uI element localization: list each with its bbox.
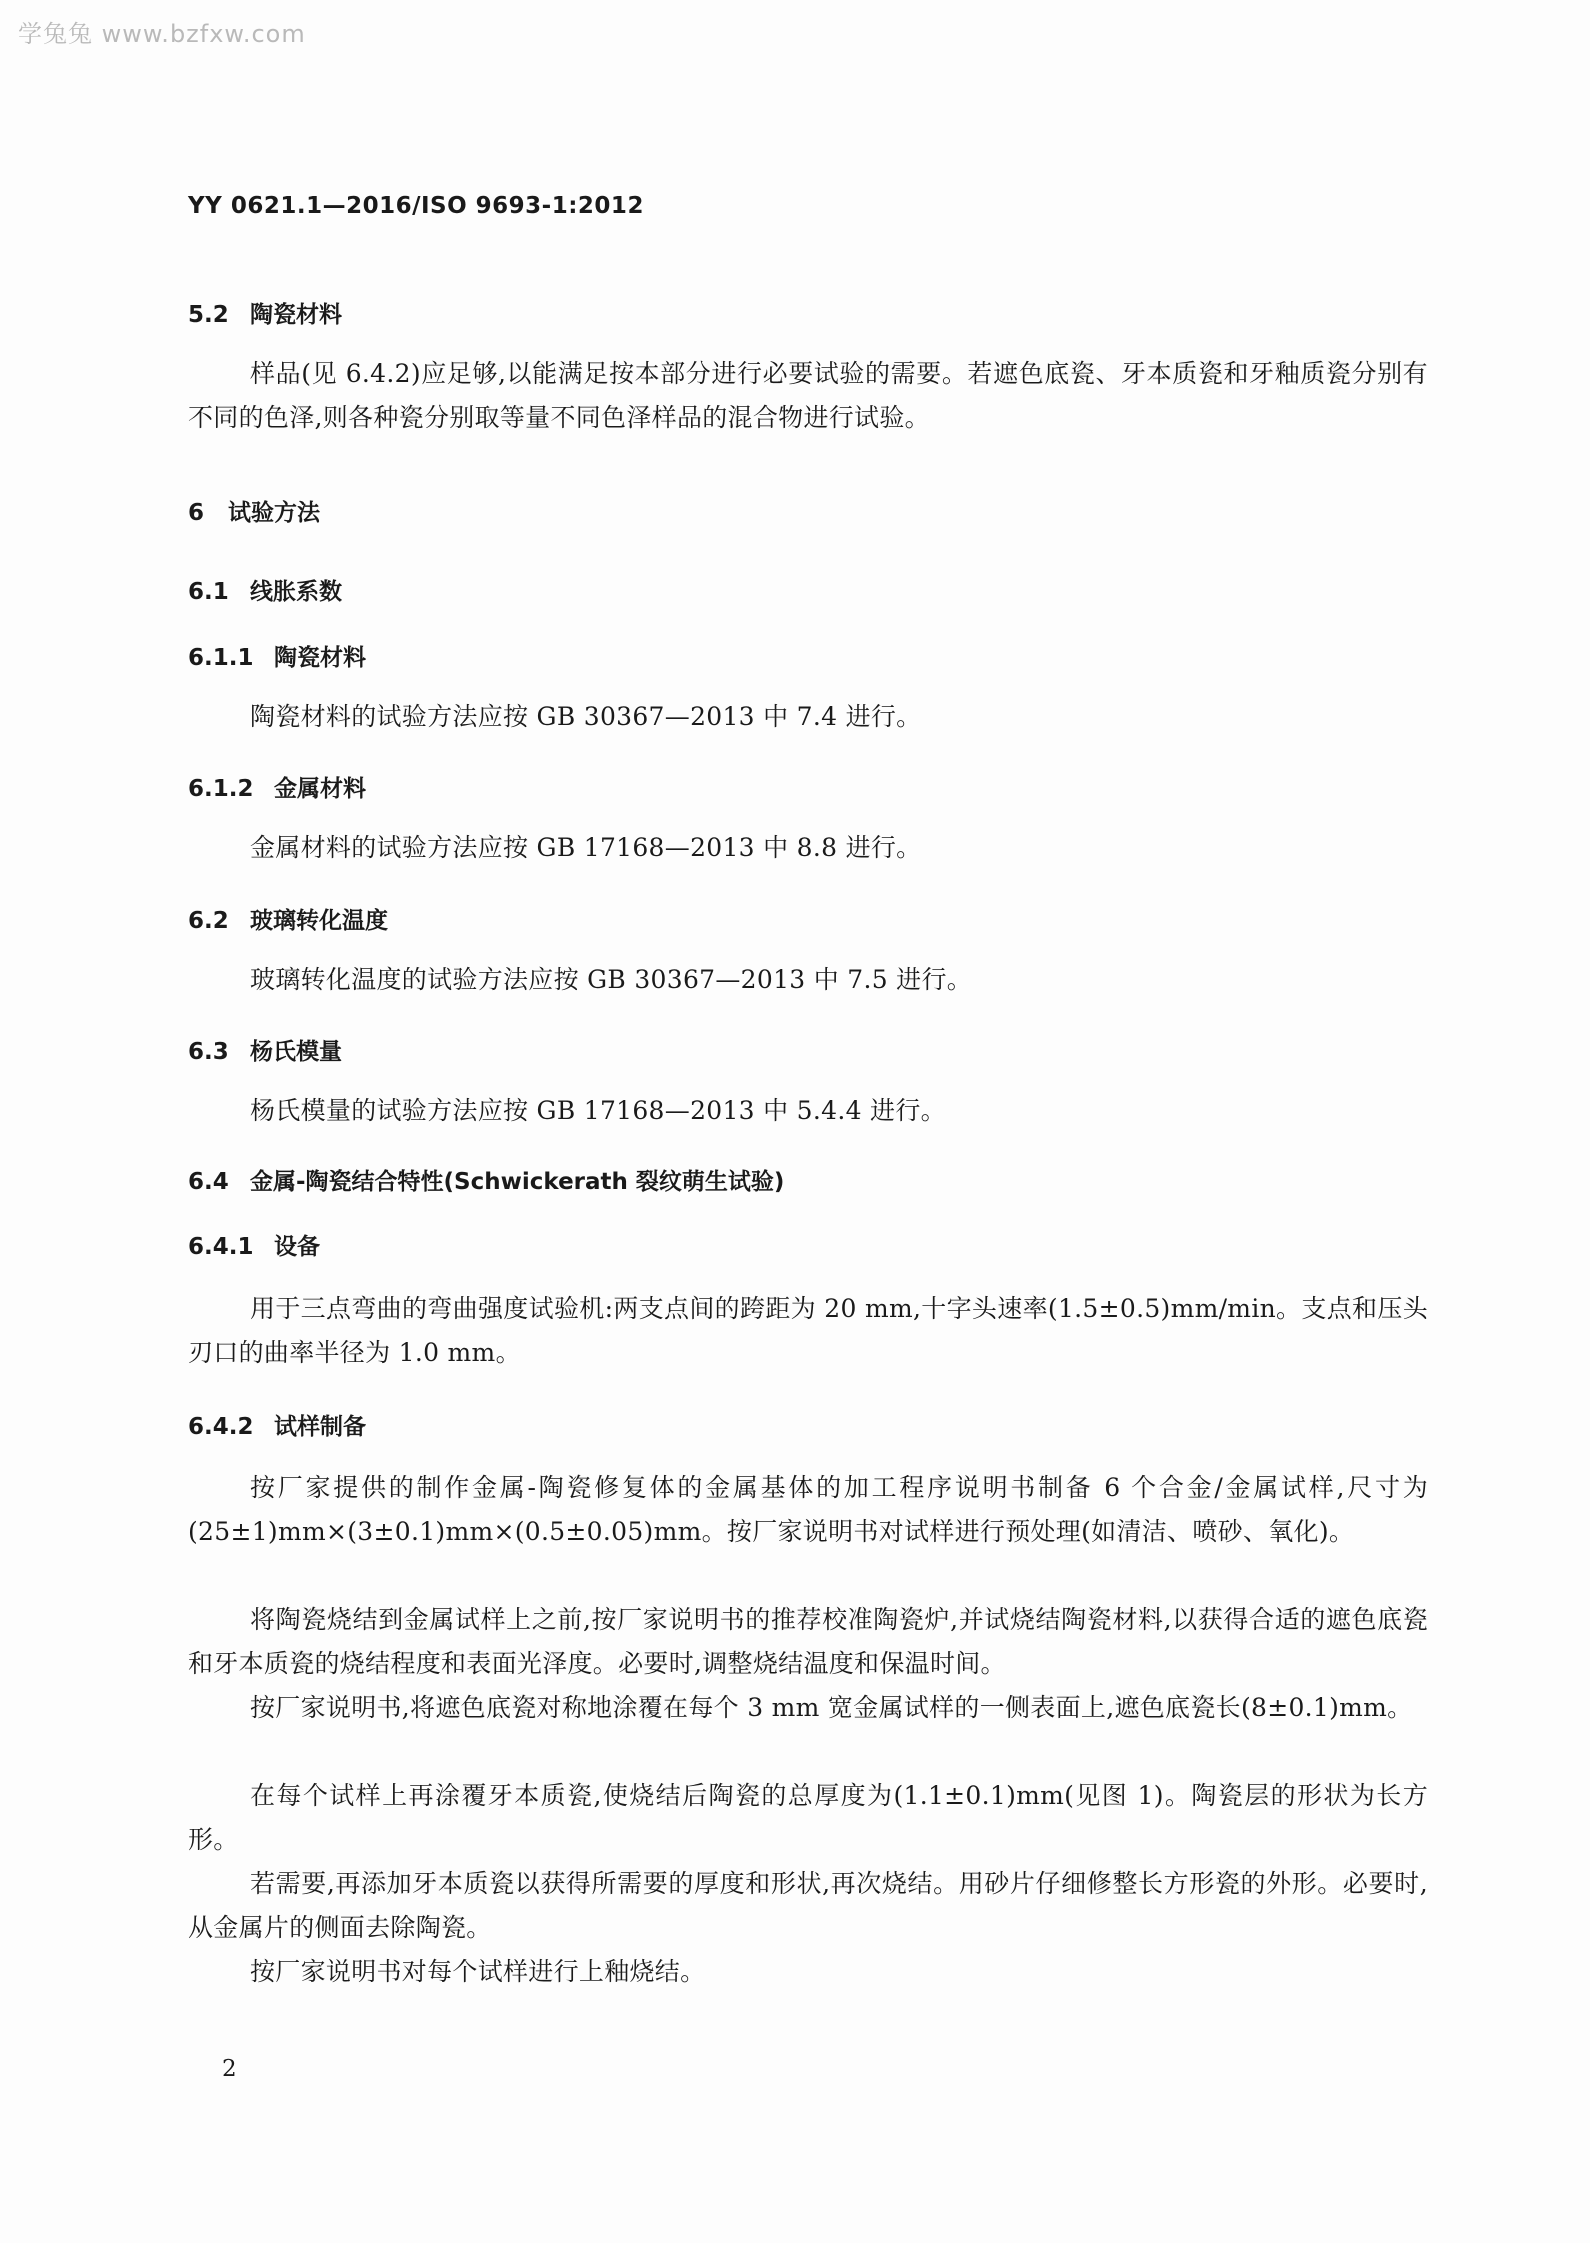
paragraph-6-2: 玻璃转化温度的试验方法应按 GB 30367—2013 中 7.5 进行。 [250,965,973,994]
section-title: 金属材料 [274,776,366,802]
section-title: 陶瓷材料 [274,645,366,671]
paragraph-6-4-1: 用于三点弯曲的弯曲强度试验机:两支点间的跨距为 20 mm,十字头速率(1.5±0.5)mm/min。支点和压头刃口的曲率半径为 1.0 mm。 [188,1294,1428,1367]
section-title: 试样制备 [274,1414,366,1440]
section-heading-6-4-1 [188,1228,320,1261]
paragraph-6-1-1: 陶瓷材料的试验方法应按 GB 30367—2013 中 7.4 进行。 [250,702,922,731]
paragraph-6-4-2-e: 若需要,再添加牙本质瓷以获得所需要的厚度和形状,再次烧结。用砂片仔细修整长方形瓷的外形。必要时,从金属片的侧面去除陶瓷。 [188,1869,1428,1942]
section-heading-6-1-2 [188,770,366,803]
watermark: 学兔兔 www.bzfxw.com [18,20,306,48]
section-number: 6.1.1 [188,645,254,671]
section-number: 5.2 [188,302,229,328]
paragraph-6-4-2-a: 按厂家提供的制作金属-陶瓷修复体的金属基体的加工程序说明书制备 6 个合金/金属试样,尺寸为(25±1)mm×(3±0.1)mm×(0.5±0.05)mm。按厂家说明书对试样进行预处理(如清洁、喷砂、氧化)。 [188,1473,1428,1546]
paragraph-6-4-2-d: 在每个试样上再涂覆牙本质瓷,使烧结后陶瓷的总厚度为(1.1±0.1)mm(见图 1)。陶瓷层的形状为长方形。 [188,1781,1428,1854]
section-number: 6.1.2 [188,776,254,802]
section-heading-5-2 [188,296,342,329]
section-title: 陶瓷材料 [250,302,342,328]
paragraph-6-3: 杨氏模量的试验方法应按 GB 17168—2013 中 5.4.4 进行。 [250,1096,946,1125]
section-title: 试验方法 [228,500,320,526]
section-heading-6 [188,494,320,527]
section-title: 杨氏模量 [250,1039,342,1065]
section-number: 6.2 [188,908,229,934]
section-heading-6-1 [188,573,342,606]
section-title: 金属-陶瓷结合特性(Schwickerath 裂纹萌生试验) [250,1169,785,1195]
paragraph-6-1-2: 金属材料的试验方法应按 GB 17168—2013 中 8.8 进行。 [250,833,922,862]
section-number: 6.1 [188,579,229,605]
section-number: 6.4.1 [188,1234,254,1260]
section-heading-6-1-1 [188,639,366,672]
paragraph-6-4-2-f: 按厂家说明书对每个试样进行上釉烧结。 [250,1957,706,1986]
section-title: 玻璃转化温度 [250,908,388,934]
section-title: 设备 [274,1234,320,1260]
section-number: 6.4.2 [188,1414,254,1440]
standard-code-header: YY 0621.1—2016/ISO 9693-1:2012 [188,193,644,219]
section-number: 6.4 [188,1169,229,1195]
page-number: 2 [222,2056,237,2082]
section-heading-6-4-2 [188,1408,366,1441]
section-heading-6-3 [188,1033,342,1066]
paragraph-6-4-2-b: 将陶瓷烧结到金属试样上之前,按厂家说明书的推荐校准陶瓷炉,并试烧结陶瓷材料,以获得合适的遮色底瓷和牙本质瓷的烧结程度和表面光泽度。必要时,调整烧结温度和保温时间。 [188,1605,1428,1678]
section-heading-6-4 [188,1163,784,1196]
paragraph-5-2: 样品(见 6.4.2)应足够,以能满足按本部分进行必要试验的需要。若遮色底瓷、牙本质瓷和牙釉质瓷分别有不同的色泽,则各种瓷分别取等量不同色泽样品的混合物进行试验。 [188,359,1428,432]
section-number: 6.3 [188,1039,229,1065]
paragraph-6-4-2-c: 按厂家说明书,将遮色底瓷对称地涂覆在每个 3 mm 宽金属试样的一侧表面上,遮色底瓷长(8±0.1)mm。 [250,1693,1413,1722]
section-title: 线胀系数 [250,579,342,605]
section-heading-6-2 [188,902,388,935]
section-number: 6 [188,500,205,526]
